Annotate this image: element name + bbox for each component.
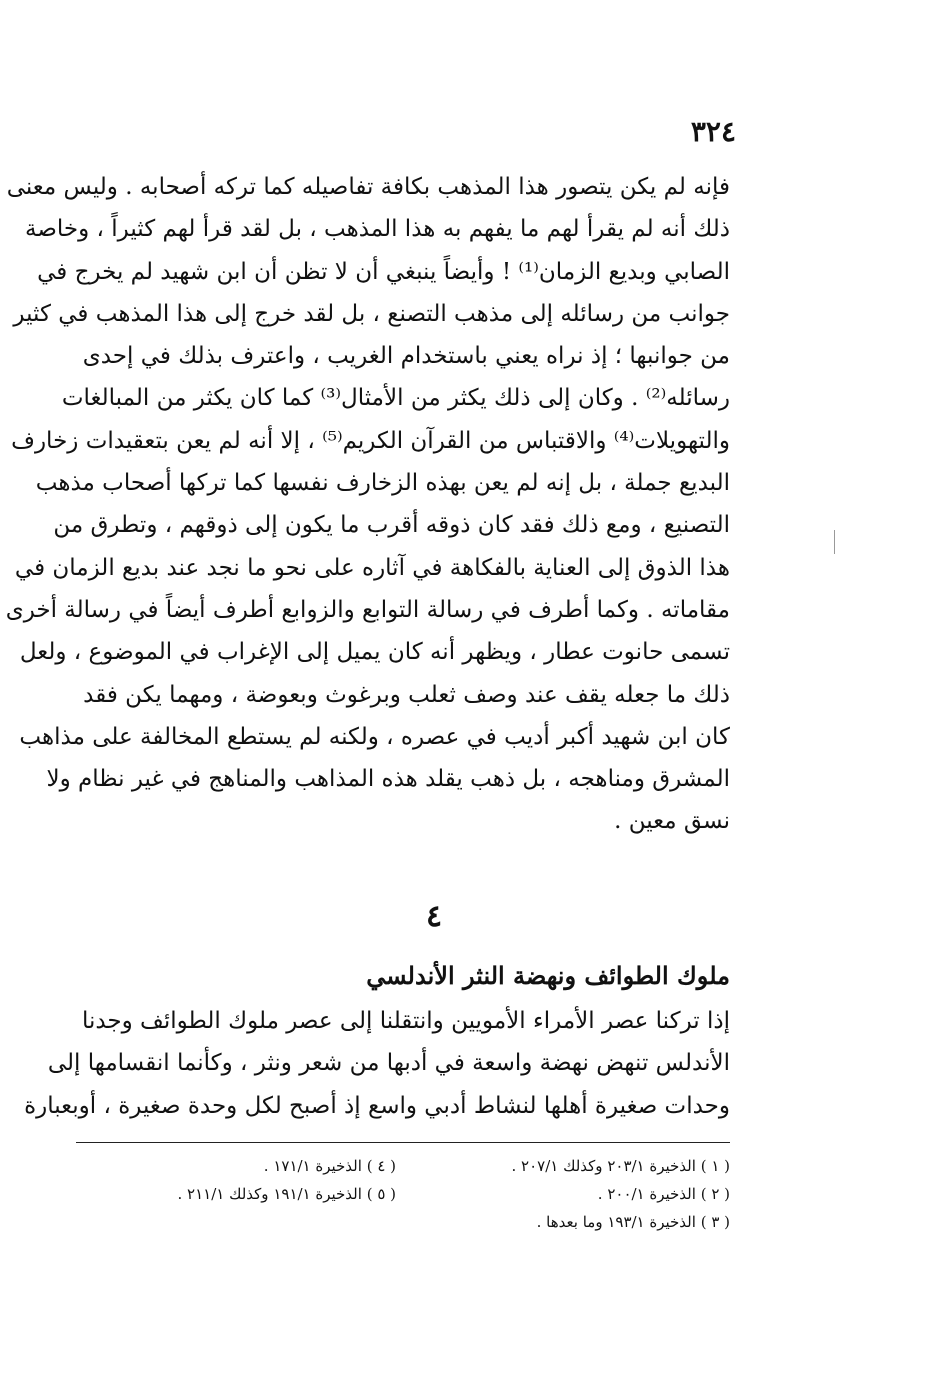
text-line: تسمى حانوت عطار ، ويظهر أنه كان يميل إلى الإغراب في الموضوع ، ولعل bbox=[19, 639, 730, 666]
text-line: كان ابن شهيد أكبر أديب في عصره ، ولكنه لم يستطع المخالفة على مذاهب bbox=[19, 723, 730, 750]
footnote-divider bbox=[76, 1142, 730, 1143]
footnote: ( ٢ ) الذخيرة ٢٠٠/١ . bbox=[597, 1185, 730, 1203]
text-line: رسائله⁽²⁾ . وكان إلى ذلك يكثر من الأمثال⁽³⁾ كما كان يكثر من المبالغات bbox=[61, 385, 730, 412]
text-line: فإنه لم يكن يتصور هذا المذهب بكافة تفاصيله كما تركه أصحابه . وليس معنى bbox=[6, 174, 730, 200]
text-line: هذا الذوق إلى العناية بالفكاهة في آثاره على نحو ما نجد عند بديع الزمان في bbox=[14, 554, 730, 581]
footnote: ( ٣ ) الذخيرة ١٩٣/١ وما بعدها . bbox=[536, 1213, 730, 1231]
text-line: ذلك أنه لم يقرأ لهم ما يفهم به هذا المذهب ، بل لقد قرأ لهم كثيراً ، وخاصة bbox=[25, 216, 730, 243]
footnote: ( ٤ ) الذخيرة ١٧١/١ . bbox=[263, 1157, 396, 1175]
section-number: ٤ bbox=[425, 899, 443, 934]
footnote: ( ١ ) الذخيرة ٢٠٣/١ وكذلك ٢٠٧/١ . bbox=[511, 1157, 730, 1175]
footnote: ( ٥ ) الذخيرة ١٩١/١ وكذلك ٢١١/١ . bbox=[177, 1185, 396, 1203]
text-line: الصابي وبديع الزمان⁽¹⁾ ! وأيضاً ينبغي أن لا تظن أن ابن شهيد لم يخرج في bbox=[37, 258, 730, 285]
footnote-row bbox=[76, 1208, 730, 1236]
footnotes bbox=[76, 1152, 730, 1236]
text-line: والتهويلات⁽⁴⁾ والاقتباس من القرآن الكريم⁽⁵⁾ ، إلا أنه لم يعن بتعقيدات زخارف bbox=[11, 427, 730, 454]
text-line: الأندلس تنهض نهضة واسعة في أدبها من شعر ونثر ، وكأنما انقسامها إلى bbox=[47, 1050, 730, 1077]
footnote-row bbox=[76, 1180, 730, 1208]
text-line: وحدات صغيرة أهلها لنشاط أدبي واسع إذ أصبح لكل وحدة صغيرة ، أوبعبارة bbox=[24, 1092, 730, 1119]
text-line: ذلك ما جعله يقف عند وصف ثعلب وبرغوث وبعوضة ، ومهما يكن فقد bbox=[83, 681, 730, 708]
text-line: نسق معين . bbox=[614, 808, 730, 835]
text-line: من جوانبها ؛ إذ نراه يعني باستخدام الغريب ، واعترف بذلك في إحدى bbox=[82, 343, 730, 370]
page-number: ٣٢٤ bbox=[690, 115, 736, 148]
text-line: جوانب من رسائله إلى مذهب التصنع ، بل لقد خرج إلى هذا المذهب في كثير bbox=[13, 300, 730, 327]
section-paragraph bbox=[24, 1000, 730, 1127]
text-line: البديع جملة ، بل إنه لم يعن بهذه الزخارف نفسها كما تركها أصحاب مذهب bbox=[35, 470, 730, 497]
text-line: إذا تركنا عصر الأمراء الأمويين وانتقلنا إلى عصر ملوك الطوائف وجدنا bbox=[81, 1008, 730, 1034]
text-line: مقاماته . وكما أطرف في رسالة التوابع والزوابع أطرف أيضاً في رسالة أخرى bbox=[5, 596, 730, 623]
text-line: المشرق ومناهجه ، بل ذهب يقلد هذه المذاهب والمناهج في غير نظام ولا bbox=[46, 766, 730, 793]
main-paragraph bbox=[5, 166, 730, 843]
section-heading: ملوك الطوائف ونهضة النثر الأندلسي bbox=[366, 961, 730, 990]
text-line: التصنيع ، ومع ذلك فقد كان ذوقه أقرب ما يكون إلى ذوقهم ، وتطرق من bbox=[53, 512, 730, 539]
footnote-row bbox=[76, 1152, 730, 1180]
margin-mark bbox=[834, 530, 835, 554]
